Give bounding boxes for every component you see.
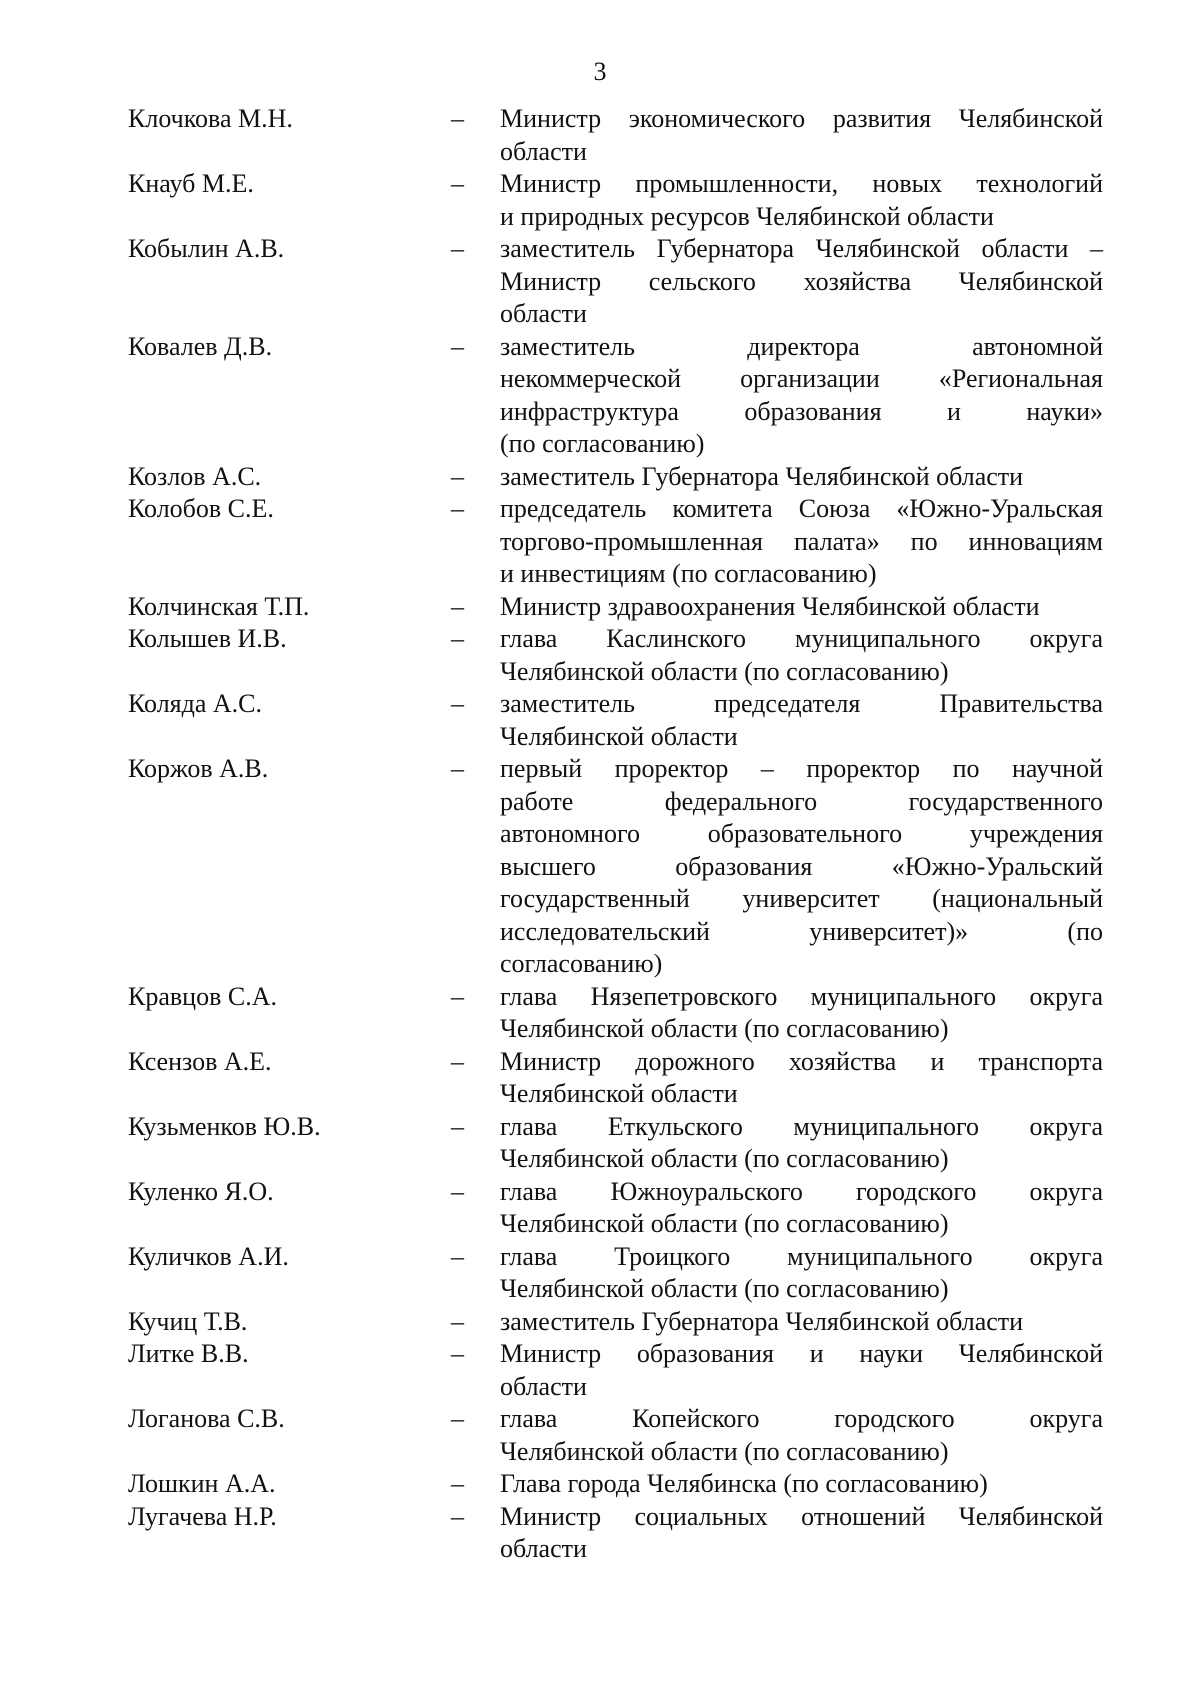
member-position — [500, 1468, 1103, 1501]
member-position — [500, 1501, 1103, 1566]
position-line: глава Копейского городского округа — [500, 1404, 1103, 1433]
roster-entry — [128, 168, 1103, 233]
member-position — [500, 591, 1103, 624]
separator-dash: – — [451, 331, 464, 361]
member-name: Лошкин А.А. — [128, 1469, 276, 1498]
roster-entry — [128, 623, 1103, 688]
separator-dash: – — [451, 461, 464, 491]
member-name: Логанова С.В. — [128, 1404, 285, 1433]
position-line: Челябинской области (по согласованию) — [500, 1014, 949, 1043]
roster-entry — [128, 1338, 1103, 1403]
separator-dash: – — [451, 1046, 464, 1076]
separator-dash: – — [451, 1404, 464, 1433]
roster-entry — [128, 591, 1103, 624]
member-name: Клочкова М.Н. — [128, 104, 293, 133]
member-name: Кнауб М.Е. — [128, 169, 254, 198]
member-name: Лугачева Н.Р. — [128, 1501, 277, 1531]
member-position — [500, 168, 1103, 233]
separator-dash: – — [451, 754, 464, 783]
member-position — [500, 233, 1103, 331]
position-line: Челябинской области (по согласованию) — [500, 656, 949, 686]
roster-entry — [128, 981, 1103, 1046]
position-line: глава Каслинского муниципального округа — [500, 624, 1103, 653]
position-line: согласованию) — [500, 949, 663, 978]
separator-dash: – — [451, 1469, 464, 1498]
member-position — [500, 981, 1103, 1046]
roster-entry — [128, 1111, 1103, 1176]
member-name: Кравцов С.А. — [128, 981, 277, 1011]
member-position — [500, 1306, 1103, 1339]
roster-entry — [128, 1306, 1103, 1339]
member-name: Кобылин А.В. — [128, 234, 285, 263]
member-name: Кузьменков Ю.В. — [128, 1111, 321, 1141]
position-line: некоммерческой организации «Региональная — [500, 364, 1103, 393]
member-position — [500, 103, 1103, 168]
roster-entry — [128, 103, 1103, 168]
separator-dash: – — [451, 689, 464, 718]
position-line: глава Троицкого муниципального округа — [500, 1241, 1103, 1271]
position-line: инфраструктура образования и науки» — [500, 396, 1103, 426]
member-position — [500, 1338, 1103, 1403]
member-name: Колобов С.Е. — [128, 494, 274, 523]
separator-dash: – — [451, 1306, 464, 1336]
roster-entry — [128, 461, 1103, 494]
separator-dash: – — [451, 1241, 464, 1271]
member-position — [500, 753, 1103, 981]
separator-dash: – — [451, 169, 464, 198]
roster-entry — [128, 1468, 1103, 1501]
position-line: торгово-промышленная палата» по инновациям — [500, 526, 1103, 556]
position-line: государственный университет (национальный — [500, 884, 1103, 913]
member-name: Куленко Я.О. — [128, 1176, 274, 1206]
roster-entry — [128, 1241, 1103, 1306]
roster-entry — [128, 1403, 1103, 1468]
position-line: глава Южноуральского городского округа — [500, 1176, 1103, 1206]
position-line: заместитель Губернатора Челябинской области — [500, 1306, 1024, 1336]
member-position — [500, 1046, 1103, 1111]
member-position — [500, 331, 1103, 461]
separator-dash: – — [451, 1111, 464, 1141]
position-line: Министр здравоохранения Челябинской области — [500, 591, 1040, 621]
member-name: Кучиц Т.В. — [128, 1306, 248, 1336]
roster-entry — [128, 1046, 1103, 1111]
position-line: области — [500, 1371, 587, 1401]
member-position — [500, 1111, 1103, 1176]
member-position — [500, 1241, 1103, 1306]
position-line: председатель комитета Союза «Южно-Уральская — [500, 494, 1103, 523]
position-line: заместитель председателя Правительства — [500, 689, 1103, 718]
member-position — [500, 461, 1103, 494]
position-line: Министр социальных отношений Челябинской — [500, 1501, 1103, 1531]
position-line: работе федерального государственного — [500, 786, 1103, 816]
member-name: Ксензов А.Е. — [128, 1046, 272, 1076]
position-line: Челябинской области — [500, 1079, 738, 1108]
member-name: Куличков А.И. — [128, 1241, 289, 1271]
roster-entry — [128, 1176, 1103, 1241]
position-line: Челябинской области (по согласованию) — [500, 1436, 949, 1466]
member-name: Коржов А.В. — [128, 754, 269, 783]
position-line: Министр образования и науки Челябинской — [500, 1339, 1103, 1368]
separator-dash: – — [451, 591, 464, 621]
member-roster — [128, 103, 1103, 1566]
roster-entry — [128, 233, 1103, 331]
position-line: заместитель директора автономной — [500, 331, 1103, 361]
position-line: и инвестициям (по согласованию) — [500, 559, 877, 588]
member-position — [500, 623, 1103, 688]
member-name: Коляда А.С. — [128, 689, 263, 718]
position-line: Министр экономического развития Челябинской — [500, 104, 1103, 133]
member-position — [500, 493, 1103, 591]
position-line: Челябинской области (по согласованию) — [500, 1209, 949, 1238]
separator-dash: – — [451, 1501, 464, 1531]
separator-dash: – — [451, 234, 464, 263]
position-line: глава Нязепетровского муниципального округа — [500, 981, 1103, 1011]
position-line: области — [500, 299, 587, 328]
roster-entry — [128, 1501, 1103, 1566]
separator-dash: – — [451, 494, 464, 523]
member-name: Колышев И.В. — [128, 624, 287, 653]
roster-entry — [128, 688, 1103, 753]
separator-dash: – — [451, 1339, 464, 1368]
roster-entry — [128, 331, 1103, 461]
position-line: высшего образования «Южно-Уральский — [500, 851, 1103, 881]
member-name: Ковалев Д.В. — [128, 331, 273, 361]
position-line: заместитель Губернатора Челябинской области – — [500, 234, 1103, 263]
position-line: Челябинской области (по согласованию) — [500, 1144, 949, 1173]
separator-dash: – — [451, 1176, 464, 1206]
member-name: Козлов А.С. — [128, 461, 262, 491]
position-line: Челябинской области (по согласованию) — [500, 1274, 949, 1303]
separator-dash: – — [451, 104, 464, 133]
position-line: (по согласованию) — [500, 429, 705, 458]
position-line: области — [500, 136, 587, 166]
position-line: Министр дорожного хозяйства и транспорта — [500, 1046, 1103, 1076]
member-position — [500, 688, 1103, 753]
member-position — [500, 1176, 1103, 1241]
separator-dash: – — [451, 981, 464, 1011]
member-name: Литке В.В. — [128, 1339, 249, 1368]
position-line: Глава города Челябинска (по согласованию) — [500, 1469, 988, 1498]
position-line: глава Еткульского муниципального округа — [500, 1111, 1103, 1141]
position-line: автономного образовательного учреждения — [500, 819, 1103, 848]
separator-dash: – — [451, 624, 464, 653]
page-number: 3 — [593, 57, 607, 86]
roster-entry — [128, 753, 1103, 981]
position-line: первый проректор – проректор по научной — [500, 754, 1103, 783]
position-line: исследовательский университет)» (по — [500, 916, 1103, 946]
position-line: области — [500, 1534, 587, 1563]
member-position — [500, 1403, 1103, 1468]
position-line: Министр промышленности, новых технологий — [500, 169, 1103, 198]
position-line: и природных ресурсов Челябинской области — [500, 201, 994, 231]
position-line: заместитель Губернатора Челябинской области — [500, 461, 1024, 491]
position-line: Челябинской области — [500, 721, 738, 751]
member-name: Колчинская Т.П. — [128, 591, 310, 621]
position-line: Министр сельского хозяйства Челябинской — [500, 266, 1103, 296]
roster-entry — [128, 493, 1103, 591]
